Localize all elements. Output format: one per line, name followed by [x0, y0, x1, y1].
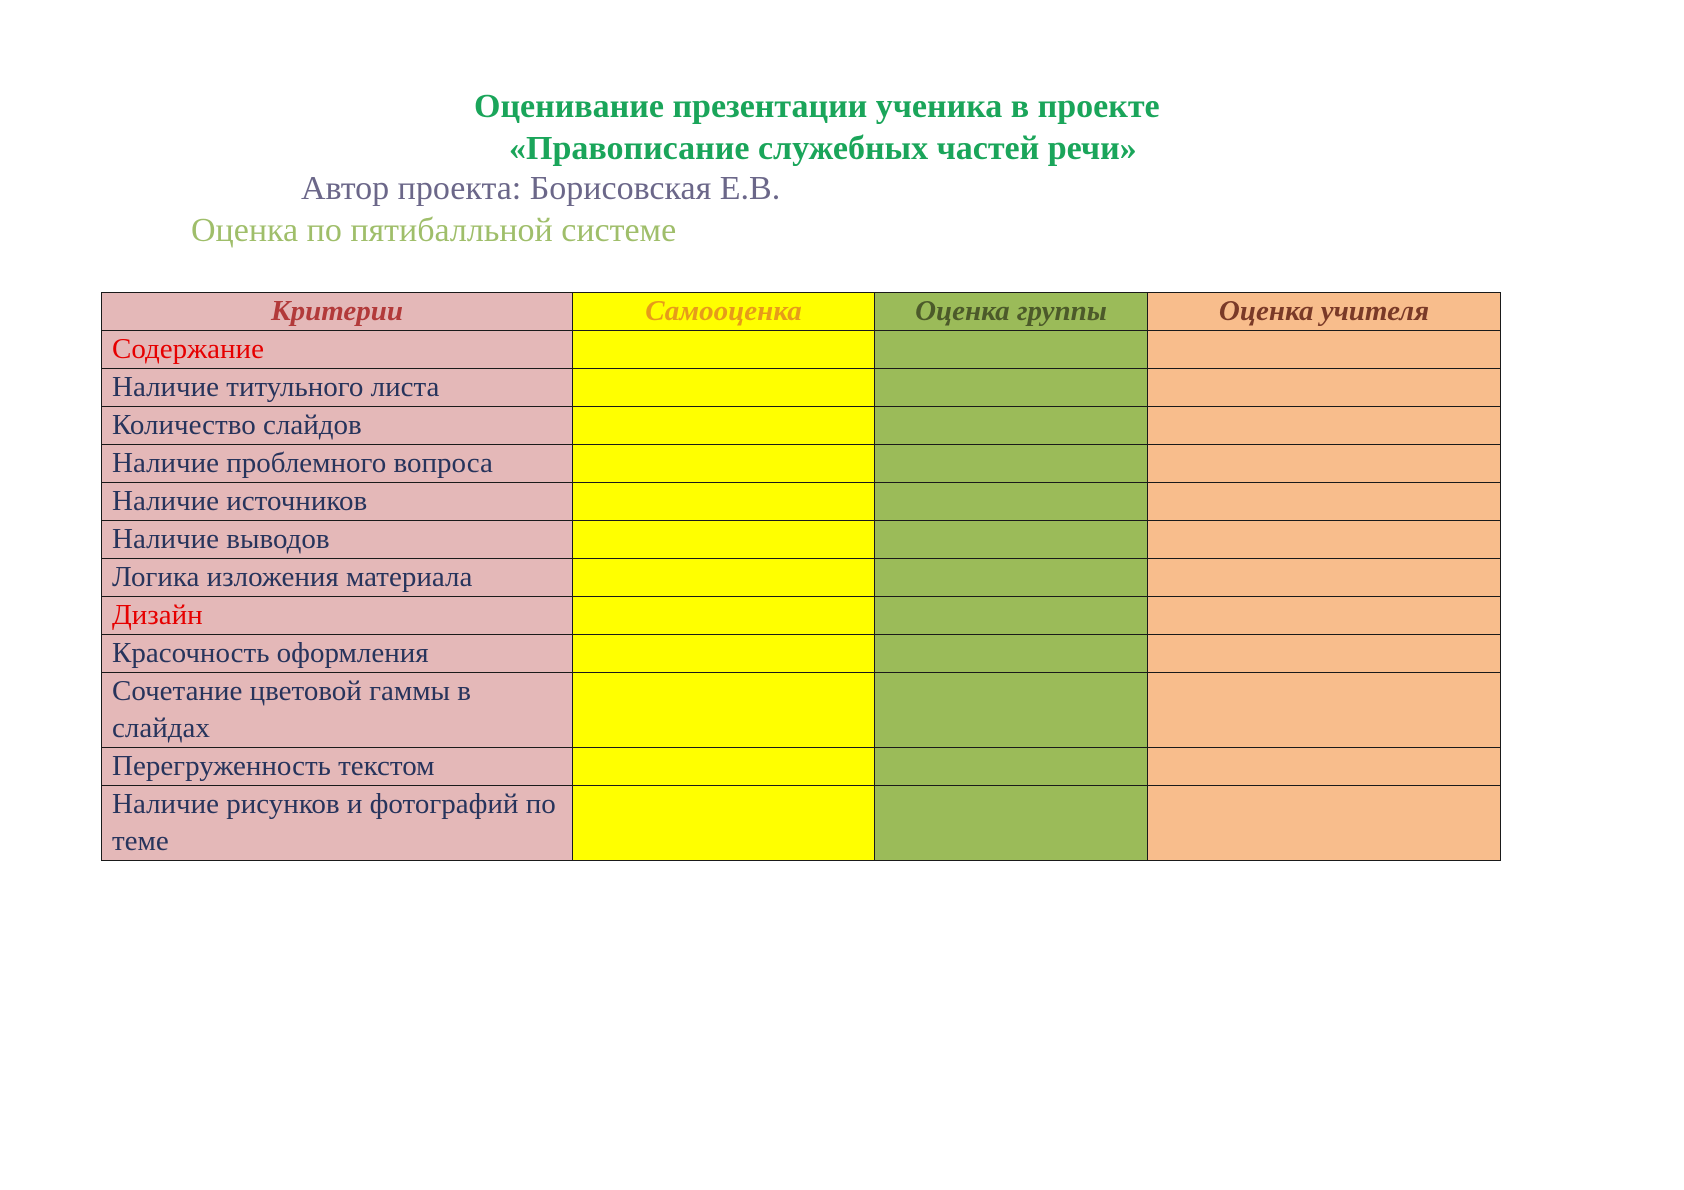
self-score-cell[interactable] [573, 748, 875, 786]
self-score-cell[interactable] [573, 673, 875, 748]
teacher-score-cell[interactable] [1148, 521, 1501, 559]
criterion-cell: Содержание [102, 331, 573, 369]
self-score-cell[interactable] [573, 635, 875, 673]
table-row [102, 369, 1501, 407]
self-score-cell[interactable] [573, 445, 875, 483]
teacher-score-cell[interactable] [1148, 407, 1501, 445]
column-header-self-assessment: Самооценка [573, 293, 875, 331]
criterion-cell: Наличие титульного листа [102, 369, 573, 407]
self-score-cell[interactable] [573, 559, 875, 597]
group-score-cell[interactable] [875, 673, 1148, 748]
group-score-cell[interactable] [875, 445, 1148, 483]
group-score-cell[interactable] [875, 559, 1148, 597]
group-score-cell[interactable] [875, 786, 1148, 861]
criterion-cell: Наличие рисунков и фотографий по теме [102, 786, 573, 861]
table-header-row [102, 293, 1501, 331]
teacher-score-cell[interactable] [1148, 331, 1501, 369]
criterion-cell: Перегруженность текстом [102, 748, 573, 786]
criterion-cell: Красочность оформления [102, 635, 573, 673]
table-row [102, 407, 1501, 445]
group-score-cell[interactable] [875, 331, 1148, 369]
table-row [102, 748, 1501, 786]
table-row [102, 597, 1501, 635]
table-row [102, 559, 1501, 597]
table-row [102, 673, 1501, 748]
teacher-score-cell[interactable] [1148, 673, 1501, 748]
table-row [102, 521, 1501, 559]
column-header-teacher-assessment: Оценка учителя [1148, 293, 1501, 331]
criterion-cell: Наличие источников [102, 483, 573, 521]
group-score-cell[interactable] [875, 483, 1148, 521]
self-score-cell[interactable] [573, 483, 875, 521]
teacher-score-cell[interactable] [1148, 786, 1501, 861]
criterion-cell: Количество слайдов [102, 407, 573, 445]
teacher-score-cell[interactable] [1148, 559, 1501, 597]
criterion-cell: Логика изложения материала [102, 559, 573, 597]
group-score-cell[interactable] [875, 748, 1148, 786]
group-score-cell[interactable] [875, 407, 1148, 445]
group-score-cell[interactable] [875, 635, 1148, 673]
criterion-cell: Наличие выводов [102, 521, 573, 559]
table-row [102, 635, 1501, 673]
self-score-cell[interactable] [573, 331, 875, 369]
table-row [102, 483, 1501, 521]
page-title-line-1: Оценивание презентации ученика в проекте [474, 88, 1160, 125]
criterion-cell: Сочетание цветовой гаммы в слайдах [102, 673, 573, 748]
group-score-cell[interactable] [875, 369, 1148, 407]
self-score-cell[interactable] [573, 407, 875, 445]
teacher-score-cell[interactable] [1148, 748, 1501, 786]
project-author: Автор проекта: Борисовская Е.В. [301, 170, 781, 207]
column-header-group-assessment: Оценка группы [875, 293, 1148, 331]
teacher-score-cell[interactable] [1148, 483, 1501, 521]
self-score-cell[interactable] [573, 521, 875, 559]
evaluation-table [101, 292, 1501, 861]
group-score-cell[interactable] [875, 597, 1148, 635]
teacher-score-cell[interactable] [1148, 445, 1501, 483]
column-header-criteria: Критерии [102, 293, 573, 331]
criterion-cell: Наличие проблемного вопроса [102, 445, 573, 483]
group-score-cell[interactable] [875, 521, 1148, 559]
self-score-cell[interactable] [573, 369, 875, 407]
self-score-cell[interactable] [573, 786, 875, 861]
table-row [102, 445, 1501, 483]
grading-scale-note: Оценка по пятибалльной системе [191, 212, 677, 249]
table-row [102, 331, 1501, 369]
teacher-score-cell[interactable] [1148, 369, 1501, 407]
criterion-cell: Дизайн [102, 597, 573, 635]
page-title-line-2: «Правописание служебных частей речи» [509, 130, 1137, 167]
teacher-score-cell[interactable] [1148, 597, 1501, 635]
teacher-score-cell[interactable] [1148, 635, 1501, 673]
self-score-cell[interactable] [573, 597, 875, 635]
table-row [102, 786, 1501, 861]
